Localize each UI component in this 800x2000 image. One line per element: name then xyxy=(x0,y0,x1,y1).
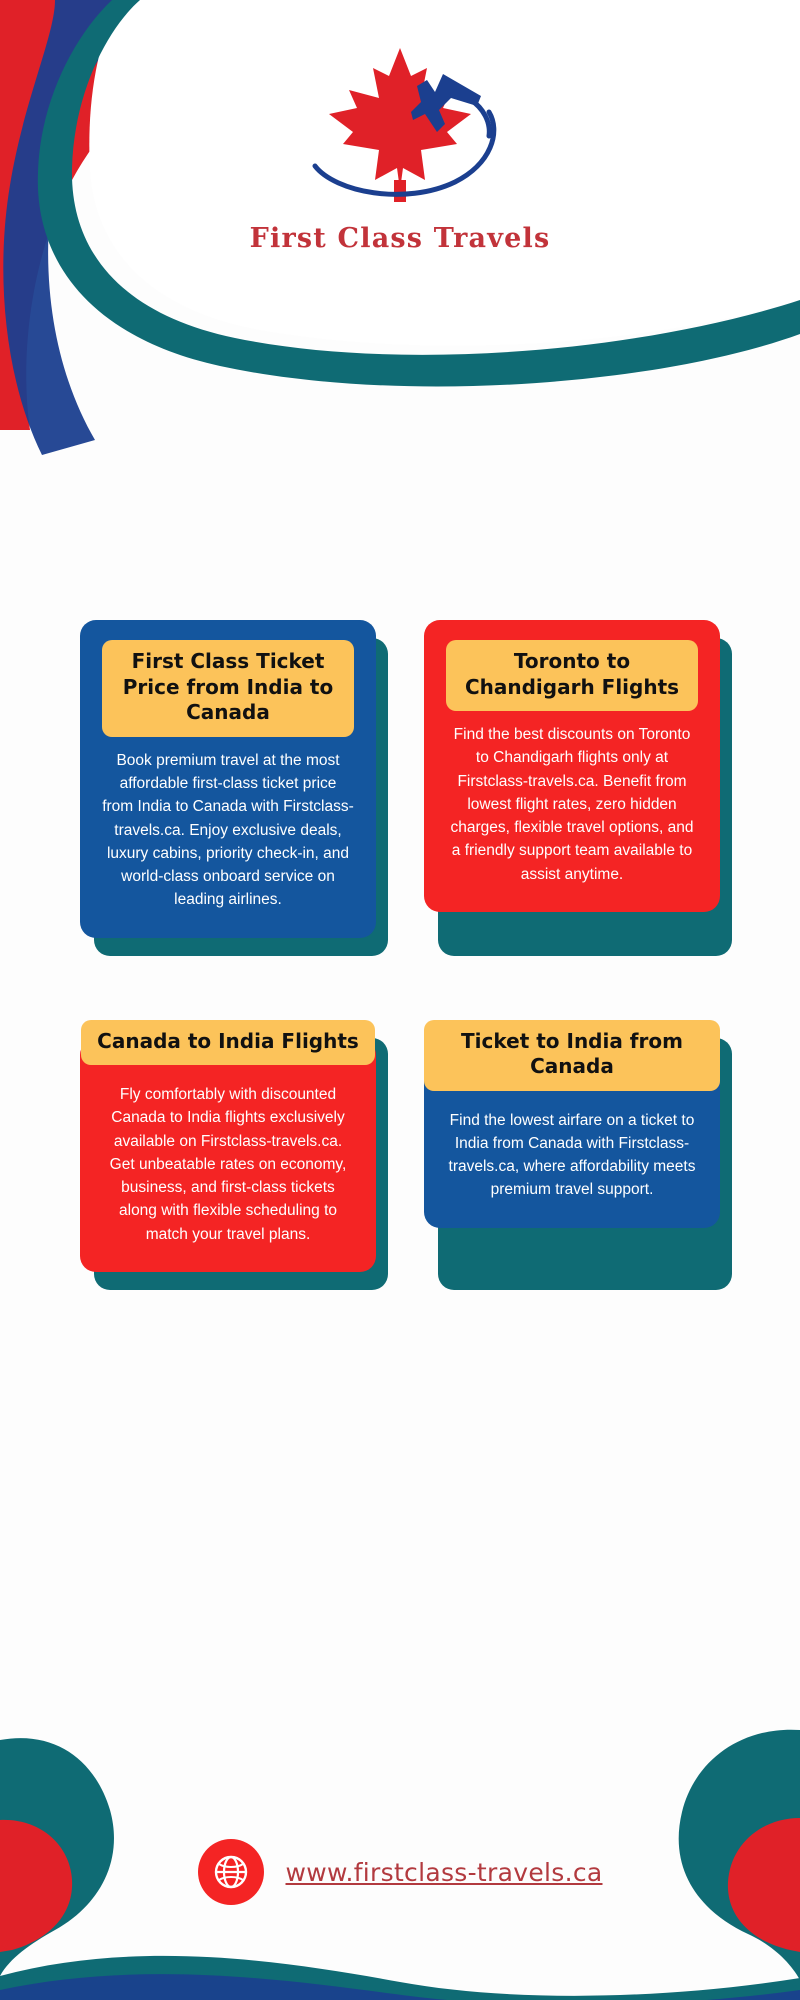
card-title-wrap xyxy=(80,1020,376,1066)
website-url-link[interactable]: www.firstclass-travels.ca xyxy=(285,1857,603,1887)
card-first-class-ticket-price xyxy=(80,620,376,938)
globe-icon xyxy=(198,1839,264,1905)
card-title: Ticket to India from Canada xyxy=(424,1020,720,1091)
card-title: Toronto to Chandigarh Flights xyxy=(446,640,698,711)
card-title-wrap xyxy=(102,640,354,737)
maple-leaf-airplane-logo-icon xyxy=(275,40,525,215)
card-body: Book premium travel at the most affordable first-class ticket price from India to Canada with Firstclass-travels.ca. Enjoy exclusive deals, luxury cabins, priority check-in, and world-class onboard service on leading airlines. xyxy=(102,751,354,909)
cards-grid xyxy=(0,620,800,1272)
card-canada-to-india xyxy=(80,1020,376,1272)
card-body: Find the lowest airfare on a ticket to India from Canada with Firstclass-travels.ca, where affordability meets premium travel support. xyxy=(448,1111,696,1199)
card-title: Canada to India Flights xyxy=(81,1020,375,1066)
card-ticket-to-india xyxy=(424,1020,720,1272)
card-title-wrap xyxy=(446,640,698,711)
footer-url-row xyxy=(0,1839,800,1905)
card-body: Find the best discounts on Toronto to Chandigarh flights only at Firstclass-travels.ca. Benefit from lowest flight rates, zero hidden charges, flexible travel options, and a friendly support team available to assist anytime. xyxy=(450,726,694,883)
card-body: Fly comfortably with discounted Canada to India flights exclusively available on Firstclass-travels.ca. Get unbeatable rates on economy, business, and first-class tickets along with flexible scheduling to match your travel plans. xyxy=(109,1086,347,1243)
brand-logo xyxy=(0,40,800,254)
brand-name: First Class Travels xyxy=(249,223,551,254)
card-panel xyxy=(80,620,376,938)
card-title-wrap xyxy=(424,1020,720,1091)
card-toronto-to-chandigarh xyxy=(424,620,720,938)
card-panel xyxy=(424,620,720,912)
card-panel xyxy=(80,1039,376,1272)
card-title: First Class Ticket Price from India to Canada xyxy=(102,640,354,737)
